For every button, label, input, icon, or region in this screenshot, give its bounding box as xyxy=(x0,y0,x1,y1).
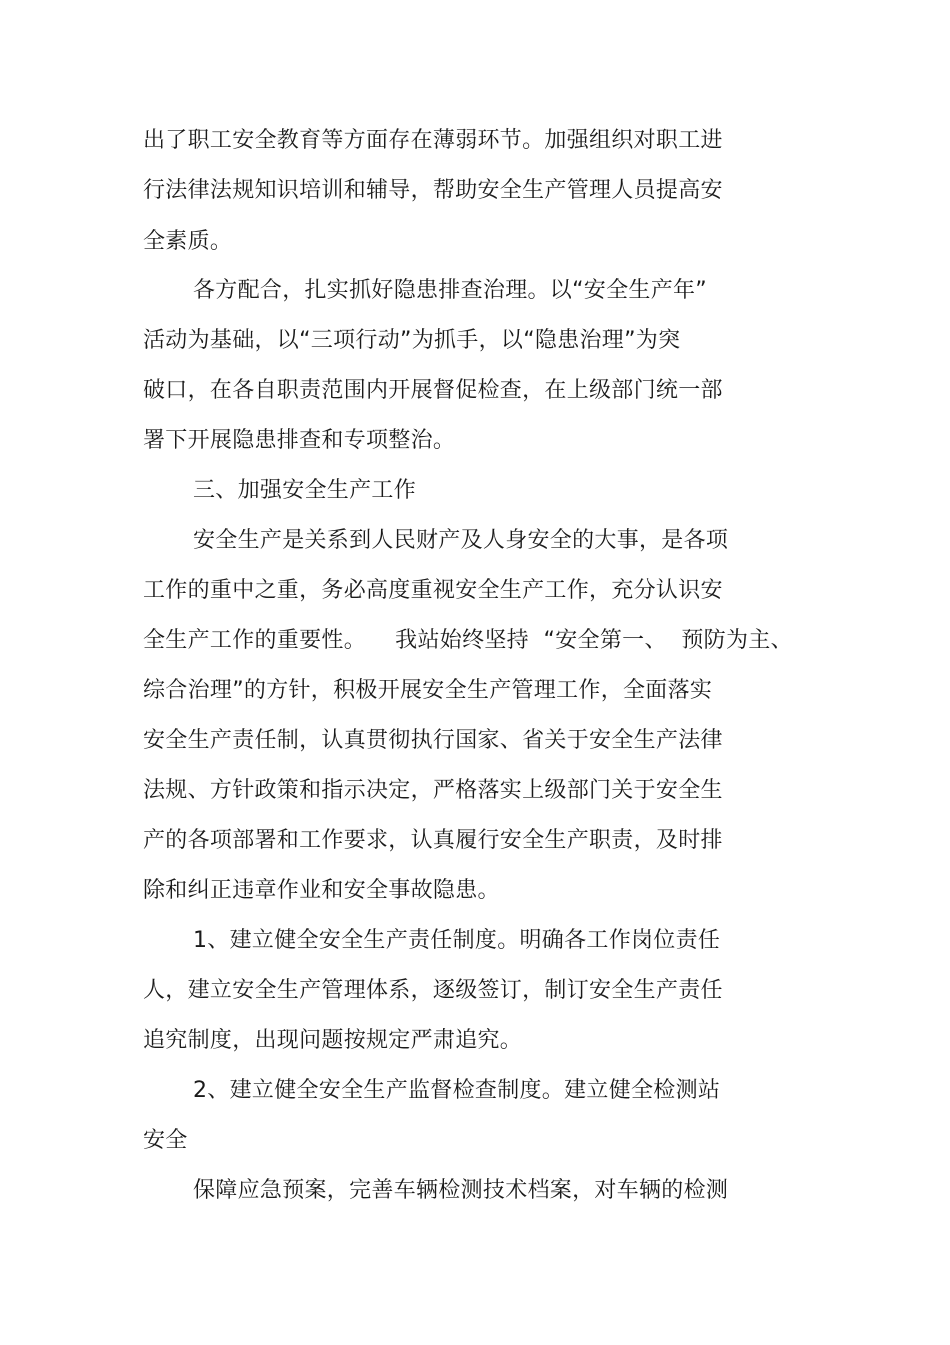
text-line: 署下开展隐患排查和专项整治。 xyxy=(143,428,456,453)
text-line: 全素质。 xyxy=(143,229,233,254)
text-line: 除和纠正违章作业和安全事故隐患。 xyxy=(143,878,500,903)
text-line: 全生产工作的重要性。 我站始终坚持 “安全第一、 预防为主、 xyxy=(143,628,793,653)
paragraph-start-line: 保障应急预案，完善车辆检测技术档案，对车辆的检测 xyxy=(193,1178,729,1203)
text-line: 人，建立安全生产管理体系，逐级签订，制订安全生产责任 xyxy=(143,978,723,1003)
paragraph-start-line: 2、建立健全安全生产监督检查制度。建立健全检测站 xyxy=(193,1078,721,1103)
text-line: 法规、方针政策和指示决定，严格落实上级部门关于安全生 xyxy=(143,778,723,803)
text-line: 追究制度，出现问题按规定严肃追究。 xyxy=(143,1028,523,1053)
paragraph-start-line: 1、建立健全安全生产责任制度。明确各工作岗位责任 xyxy=(193,928,721,953)
text-line: 工作的重中之重，务必高度重视安全生产工作，充分认识安 xyxy=(143,578,723,603)
text-line: 出了职工安全教育等方面存在薄弱环节。加强组织对职工进 xyxy=(143,128,723,153)
text-line: 产的各项部署和工作要求，认真履行安全生产职责，及时排 xyxy=(143,828,723,853)
text-line: 安全 xyxy=(143,1128,188,1153)
section-heading: 三、加强安全生产工作 xyxy=(193,478,417,503)
paragraph-start-line: 安全生产是关系到人民财产及人身安全的大事，是各项 xyxy=(193,528,729,553)
paragraph-start-line: 各方配合，扎实抓好隐患排查治理。以“安全生产年” xyxy=(193,278,707,303)
text-line: 综合治理”的方针，积极开展安全生产管理工作，全面落实 xyxy=(143,678,713,703)
text-line: 行法律法规知识培训和辅导，帮助安全生产管理人员提高安 xyxy=(143,178,723,203)
text-line: 安全生产责任制，认真贯彻执行国家、省关于安全生产法律 xyxy=(143,728,723,753)
text-line: 活动为基础，以“三项行动”为抓手，以“隐患治理”为突 xyxy=(143,328,681,353)
text-line: 破口，在各自职责范围内开展督促检查，在上级部门统一部 xyxy=(143,378,723,403)
